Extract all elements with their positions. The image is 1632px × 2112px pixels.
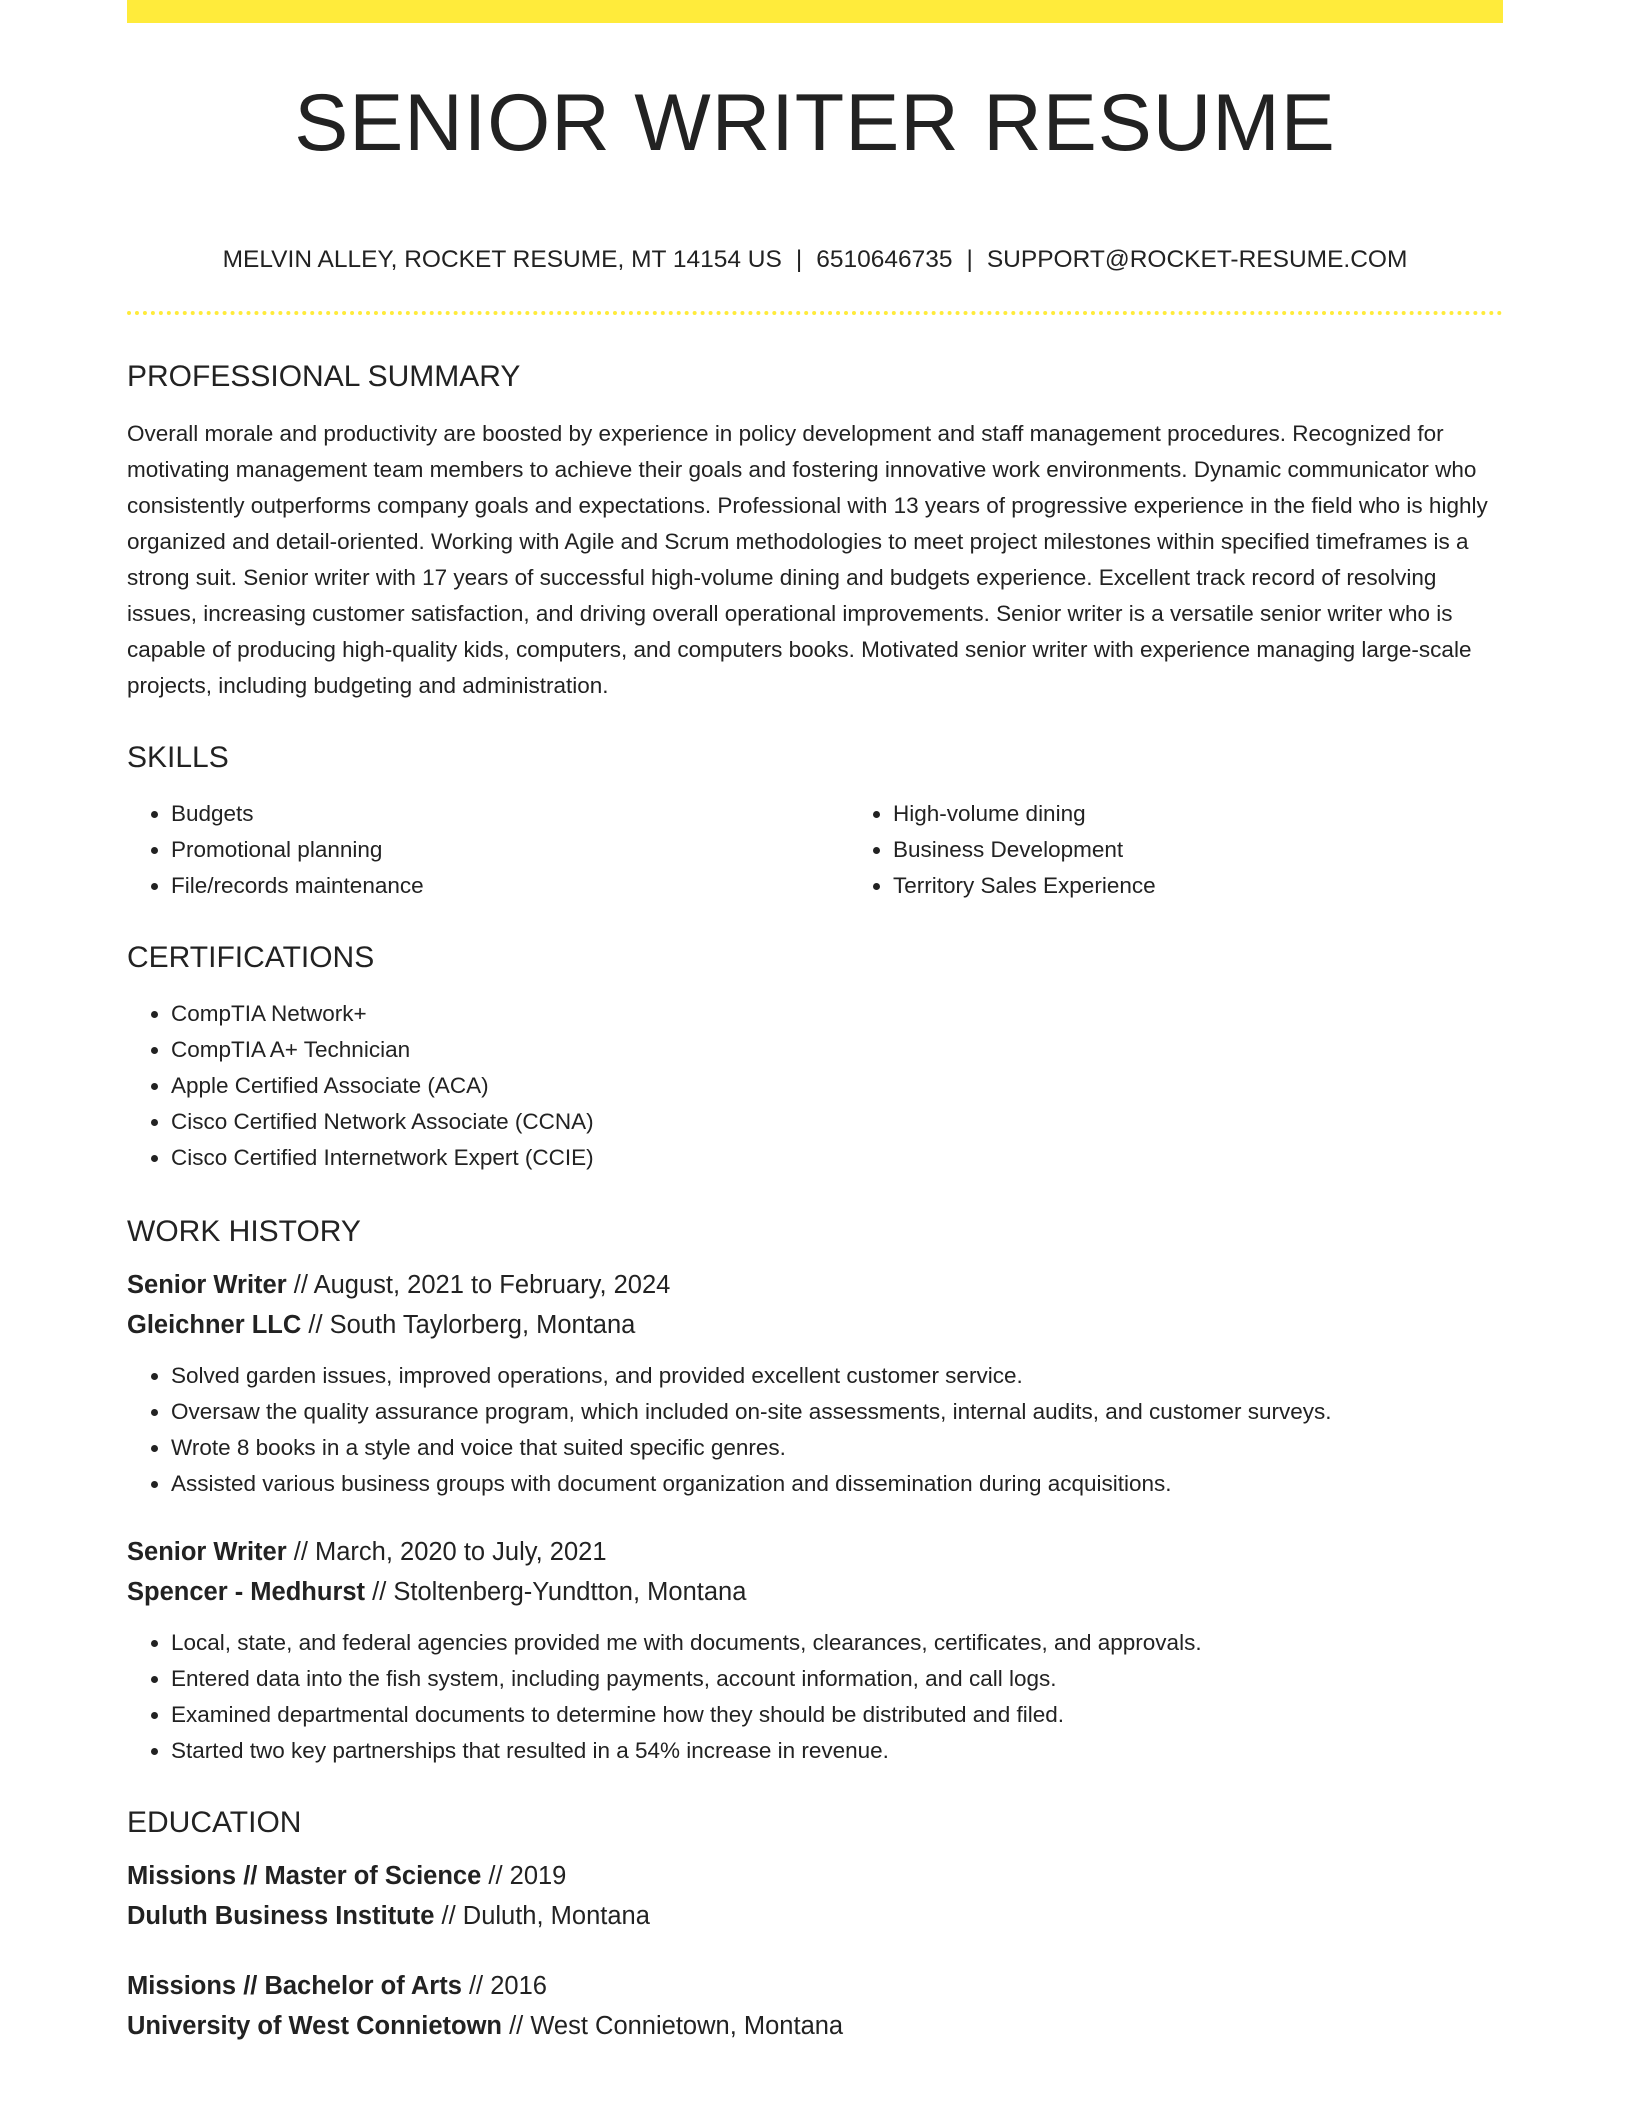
summary-heading: PROFESSIONAL SUMMARY <box>127 359 521 393</box>
contact-line <box>127 248 1503 273</box>
resume-title: SENIOR WRITER RESUME <box>294 78 1336 168</box>
resume-page <box>127 0 1503 2046</box>
skill-item: • Territory Sales Experience <box>893 868 1571 904</box>
education-degree-line <box>127 1856 1503 1896</box>
job-location: // Stoltenberg-Yundtton, Montana <box>365 1577 747 1606</box>
job-title: Senior Writer <box>127 1270 287 1299</box>
job-location: // South Taylorberg, Montana <box>301 1310 636 1339</box>
job-dates: // March, 2020 to July, 2021 <box>286 1537 607 1566</box>
job-duty: • Solved garden issues, improved operations, and provided excellent customer service. <box>171 1358 1503 1394</box>
top-accent-bar <box>127 0 1503 23</box>
certification-item: • Cisco Certified Internetwork Expert (CCIE) <box>171 1140 1503 1176</box>
contact-address: MELVIN ALLEY, ROCKET RESUME, MT 14154 US <box>222 246 782 273</box>
skills-column-right <box>849 796 1571 904</box>
education-year: // 2016 <box>461 1971 547 2000</box>
job-title-line <box>127 1532 1503 1572</box>
certification-item: • Cisco Certified Network Associate (CCNA) <box>171 1104 1503 1140</box>
contact-separator: | <box>795 246 803 273</box>
job-company-line <box>127 1572 1503 1612</box>
education-degree: Missions // Bachelor of Arts <box>127 1971 462 2000</box>
job-duties-list <box>127 1625 1503 1769</box>
job-title-line <box>127 1265 1503 1305</box>
education-school: University of West Connietown <box>127 2011 502 2040</box>
contact-separator: | <box>966 246 973 273</box>
certification-item: • CompTIA A+ Technician <box>171 1032 1503 1068</box>
contact-email: SUPPORT@ROCKET-RESUME.COM <box>986 246 1408 273</box>
job-company: Spencer - Medhurst <box>127 1577 366 1606</box>
skill-item: • High-volume dining <box>893 796 1571 832</box>
skill-item: • Business Development <box>893 832 1571 868</box>
job-duty: • Examined departmental documents to determine how they should be distributed and filed. <box>171 1697 1503 1733</box>
certification-item: • Apple Certified Associate (ACA) <box>171 1068 1503 1104</box>
education-school: Duluth Business Institute <box>127 1901 435 1930</box>
job-duty: • Assisted various business groups with document organization and dissemination during acquisitions. <box>171 1466 1503 1502</box>
summary-text: Overall morale and productivity are boosted by experience in policy development and staff management procedures. Recognized for motivating management team members to achieve their goals and fostering innovative work environments. Dynamic communicator who consistently outperforms company goals and expectations. Professional with 13 years of progressive experience in the field who is highly organized and detail-oriented. Working with Agile and Scrum methodologies to meet project milestones within specified timeframes is a strong suit. Senior writer with 17 years of successful high-volume dining and budgets experience. Excellent track record of resolving issues, increasing customer satisfaction, and driving overall operational improvements. Senior writer is a versatile senior writer who is capable of producing high-quality kids, computers, and computers books. Motivated senior writer with experience managing large-scale projects, including budgeting and administration. <box>127 420 1488 698</box>
skills-column-left <box>127 796 849 904</box>
job-duty: • Local, state, and federal agencies provided me with documents, clearances, certificates, and approvals. <box>171 1625 1503 1661</box>
job-duty: • Entered data into the fish system, including payments, account information, and call logs. <box>171 1661 1503 1697</box>
education-school-line <box>127 2006 1503 2046</box>
education-entry <box>127 1856 1503 1936</box>
job-duty: • Wrote 8 books in a style and voice that suited specific genres. <box>171 1430 1503 1466</box>
education-entry <box>127 1966 1503 2046</box>
skill-item: • Promotional planning <box>171 832 849 868</box>
certifications-list <box>127 996 1503 1176</box>
job-entry <box>127 1265 1503 1502</box>
work-history-heading: WORK HISTORY <box>127 1214 361 1248</box>
job-duty: • Oversaw the quality assurance program, which included on-site assessments, internal audits, and customer surveys. <box>171 1394 1503 1430</box>
skill-item: • Budgets <box>171 796 849 832</box>
job-dates: // August, 2021 to February, 2024 <box>286 1270 671 1299</box>
job-duty: • Started two key partnerships that resulted in a 54% increase in revenue. <box>171 1733 1503 1769</box>
skill-item: • File/records maintenance <box>171 868 849 904</box>
certification-item: • CompTIA Network+ <box>171 996 1503 1032</box>
header-divider <box>127 311 1503 315</box>
job-title: Senior Writer <box>127 1537 287 1566</box>
skills-heading: SKILLS <box>127 740 229 774</box>
contact-phone: 6510646735 <box>816 246 953 273</box>
job-company: Gleichner LLC <box>127 1310 302 1339</box>
education-location: // Duluth, Montana <box>434 1901 650 1930</box>
job-entry <box>127 1532 1503 1769</box>
education-heading: EDUCATION <box>127 1805 302 1839</box>
education-year: // 2019 <box>481 1861 567 1890</box>
education-degree: Missions // Master of Science <box>127 1861 482 1890</box>
education-degree-line <box>127 1966 1503 2006</box>
certifications-heading: CERTIFICATIONS <box>127 940 375 974</box>
education-location: // West Connietown, Montana <box>501 2011 844 2040</box>
education-school-line <box>127 1896 1503 1936</box>
skills-list <box>127 796 1503 904</box>
job-duties-list <box>127 1358 1503 1502</box>
job-company-line <box>127 1305 1503 1345</box>
